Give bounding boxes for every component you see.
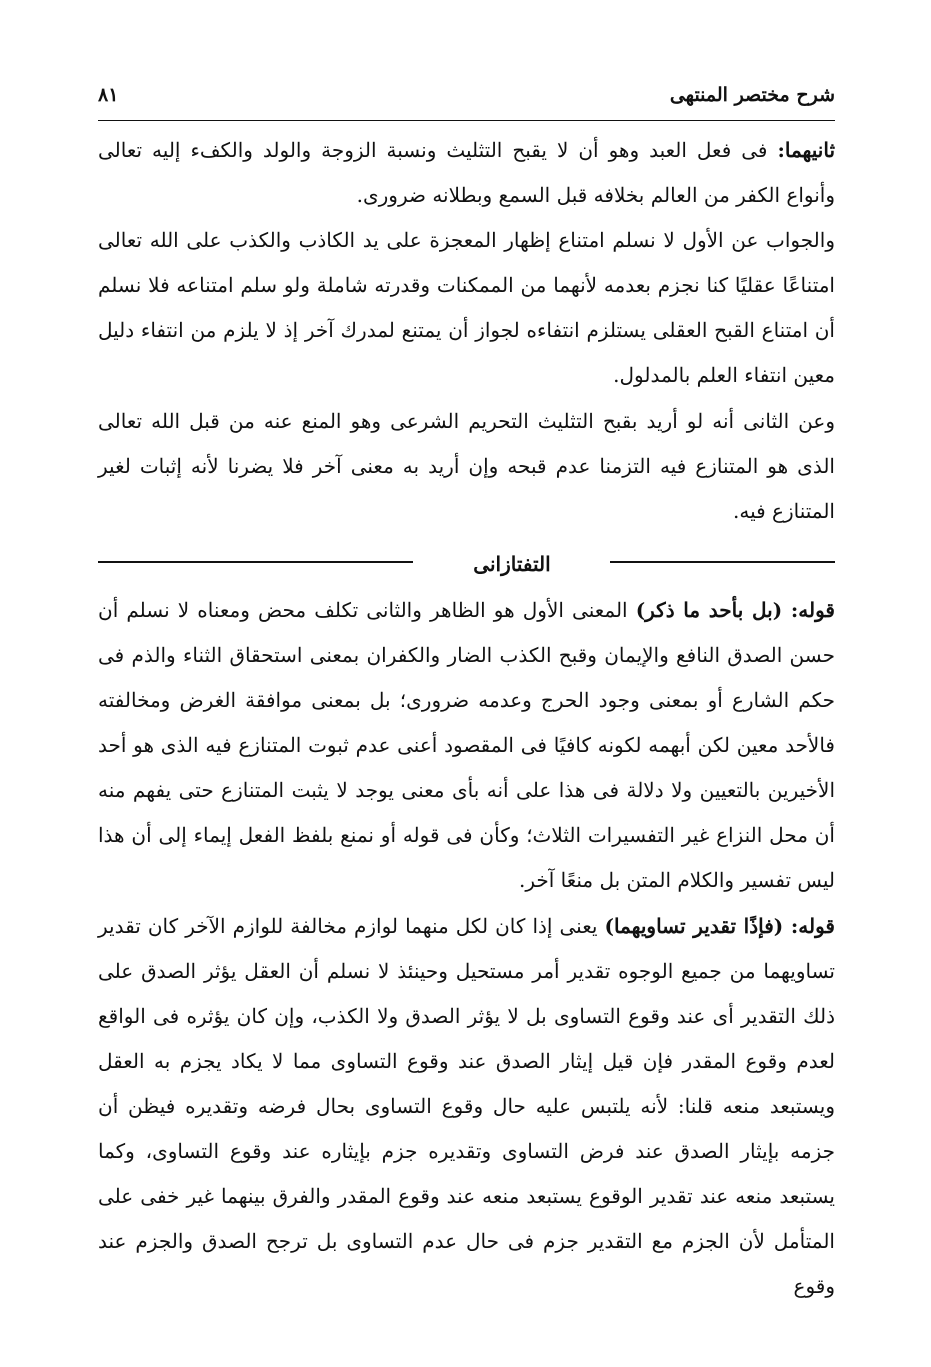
paragraph-text: المعنى الأول هو الظاهر والثانى تكلف محض ومعناه لا نسلم أن حسن الصدق النافع والإيمان وقبح الكذب الضار والكفران بمعنى استحقاق الثناء والذم فى حكم الشارع أو بمعنى وجود الحرج وعدمه ضرورى؛ بل بمعنى موافقة الغرض ومخالفته فالأحد معين لكن أبهمه لكونه كافيًا فى المقصود أعنى عدم ثبوت المتنازع فيه الذى هو أحد الأخيرين بالتعيين ولا دلالة فى هذا على أنه بأى معنى يوجد لا يثبت المتنازع حتى يفهم منه أن محل النزاع غير التفسيرات الثلاث؛ وكأن فى قوله أو نمنع بلفظ الفعل إيماء إلى أن هذا ليس تفسير والكلام المتن بل منعًا آخر.	[98, 597, 835, 893]
paragraph	[98, 399, 835, 534]
paragraph	[98, 588, 835, 904]
page-number: ٨١	[98, 84, 119, 106]
running-title: شرح مختصر المنتهى	[669, 84, 835, 106]
paragraph-text: وعن الثانى أنه لو أريد بقبح التثليث التحريم الشرعى وهو المنع عنه من قبل الله تعالى الذى هو المتنازع فيه التزمنا عدم قبحه وإن أريد به معنى آخر فلا يضرنا لأنه إثبات لغير المتنازع فيه.	[98, 408, 835, 523]
divider-label: التفتازانى	[473, 551, 551, 576]
paragraph-text: يعنى إذا كان لكل منهما لوازم مخالفة للوازم الآخر كان تقدير تساويهما من جميع الوجوه تقدير أمر مستحيل وحينئذ لا نسلم أن العقل يؤثر الصدق على ذلك التقدير أى عند وقوع التساوى بل لا يؤثر الصدق ولا الكذب، وإن كان يؤثره فى الواقع لعدم وقوع المقدر فإن قيل إيثار الصدق عند وقوع التساوى مما لا يكاد يجزم به العقل ويستبعد منعه قلنا: لأنه يلتبس عليه حال وقوع التساوى بحال فرضه وتقديره فيظن أن جزمه بإيثار الصدق عند فرض التساوى وتقديره جزم بإيثاره عند وقوع التساوى، وكما يستبعد منعه عند تقدير الوقوع يستبعد منعه عند وقوع المقدر والفرق بينهما غير خفى على المتأمل لأن الجزم مع التقدير جزم فى حال عدم التساوى بل ترجح الصدق والجزم عند وقوع	[98, 913, 835, 1299]
page-body	[98, 128, 835, 1309]
paragraph-text: والجواب عن الأول لا نسلم امتناع إظهار المعجزة على يد الكاذب والكذب على الله تعالى امتناعًا عقليًا كنا نجزم بعدمه لأنهما من الممكنات وقدرته شاملة ولو سلم امتناعه فلا نسلم أن امتناع القبح العقلى يستلزم انتفاءه لجواز أن يمتنع لمدرك آخر إذ لا يلزم من انتفاء دليل معين انتفاء العلم بالمدلول.	[98, 228, 835, 388]
divider-rule-left	[98, 561, 413, 563]
section-divider	[98, 534, 835, 588]
paragraph-lead: قوله: (بل بأحد ما ذكر)	[635, 597, 835, 622]
paragraph	[98, 904, 835, 1310]
paragraph	[98, 128, 835, 218]
paragraph-lead: قوله: (فإذًا تقدير تساويهما)	[604, 913, 835, 938]
paragraph-lead: ثانيهما:	[777, 138, 836, 162]
divider-rule-right	[610, 561, 835, 563]
paragraph	[98, 218, 835, 398]
page-header	[98, 80, 835, 121]
paragraph-text: فى فعل العبد وهو أن لا يقبح التثليث ونسبة الزوجة والولد والكفء إليه تعالى وأنواع الكفر من العالم بخلافه قبل السمع وبطلانه ضرورى.	[98, 138, 835, 208]
